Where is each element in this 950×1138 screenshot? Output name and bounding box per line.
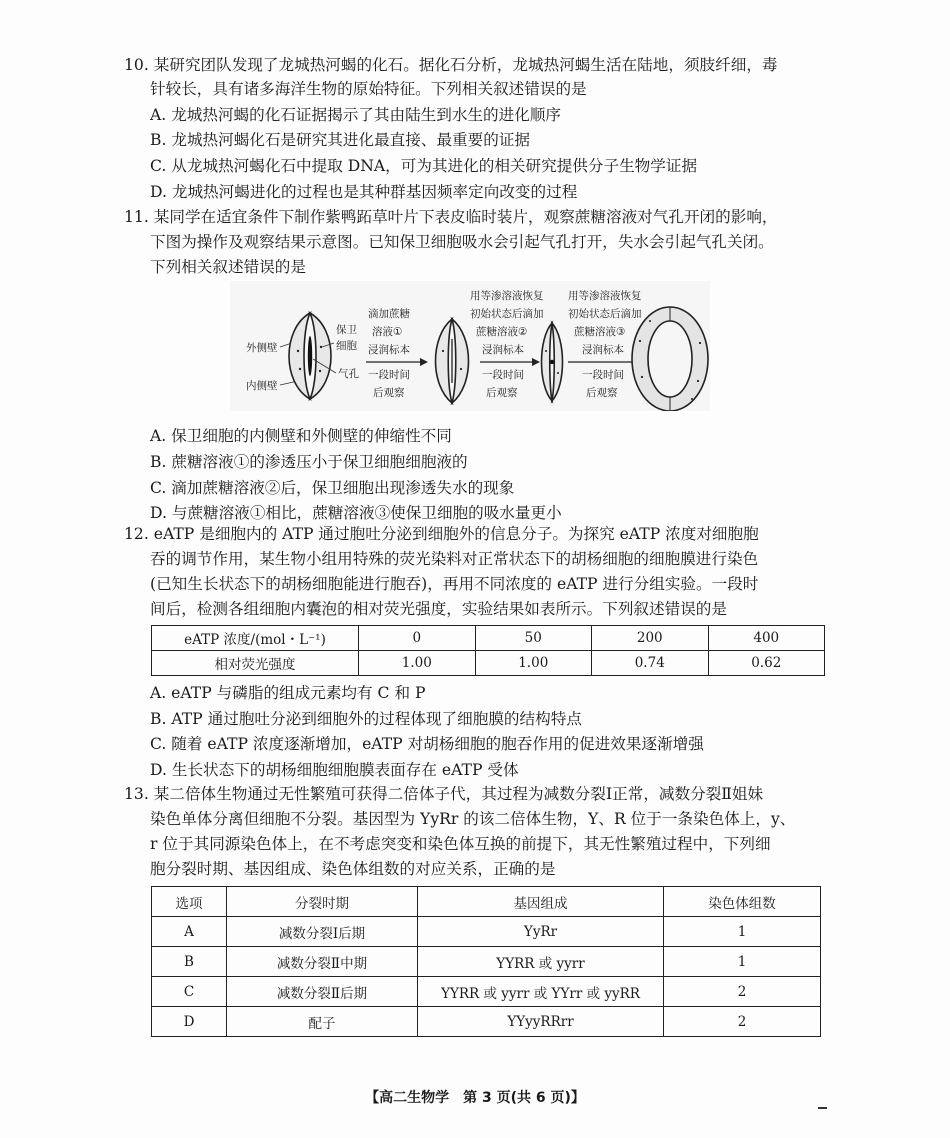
q13-row-c-option: C xyxy=(152,977,227,1007)
q10-stem-line-1: 10. 某研究团队发现了龙城热河蝎的化石。据化石分析，龙城热河蝎生活在陆地，须肢纤细，毒 xyxy=(124,56,778,74)
q12-intensity-3: 0.74 xyxy=(592,651,709,676)
q13-row-a-sets: 1 xyxy=(664,917,821,947)
q12-conc-2: 50 xyxy=(475,626,592,651)
step1-line-4: 一段时间 xyxy=(368,369,410,381)
q12-table-row-concentration xyxy=(152,626,825,651)
stomata-after-solution-3 xyxy=(632,307,708,411)
table-row xyxy=(152,917,821,947)
q12-results-table xyxy=(151,625,825,676)
q13-row-b-option: B xyxy=(152,947,227,977)
q13-row-d-genotype: YYyyRRrr xyxy=(418,1007,664,1037)
q13-row-c-genotype: YYRR 或 yyrr 或 YYrr 或 yyRR xyxy=(418,977,664,1007)
step1-line-3: 浸润标本 xyxy=(368,344,410,356)
q13-header-chromosome-sets: 染色体组数 xyxy=(664,887,821,917)
q12-option-d: D. 生长状态下的胡杨细胞细胞膜表面存在 eATP 受体 xyxy=(150,761,519,779)
step3-line-4: 浸润标本 xyxy=(582,344,624,356)
q13-stem-line-4: 胞分裂时期、基因组成、染色体组数的对应关系，正确的是 xyxy=(150,860,556,878)
q11-option-c: C. 滴加蔗糖溶液②后，保卫细胞出现渗透失水的现象 xyxy=(150,479,515,497)
table-row xyxy=(152,977,821,1007)
label-guard-cell-2: 细胞 xyxy=(336,340,357,352)
q12-option-a: A. eATP 与磷脂的组成元素均有 C 和 P xyxy=(150,684,426,702)
q12-conc-3: 200 xyxy=(592,626,709,651)
step1-line-1: 滴加蔗糖 xyxy=(368,308,410,320)
step2-line-2: 初始状态后滴加 xyxy=(470,308,544,320)
q12-option-b: B. ATP 通过胞吐分泌到细胞外的过程体现了细胞膜的结构特点 xyxy=(150,710,582,728)
step1-line-2: 溶液① xyxy=(372,326,403,338)
q13-row-b-phase: 减数分裂Ⅱ中期 xyxy=(227,947,418,977)
step2-line-4: 浸润标本 xyxy=(482,344,524,356)
q12-row2-header: 相对荧光强度 xyxy=(152,651,359,676)
q12-intensity-2: 1.00 xyxy=(475,651,592,676)
step2-line-3: 蔗糖溶液② xyxy=(476,326,528,338)
label-stoma: 气孔 xyxy=(338,368,359,380)
q13-row-d-phase: 配子 xyxy=(227,1007,418,1037)
q13-stem-line-2: 染色单体分离但细胞不分裂。基因型为 YyRr 的该二倍体生物，Y、R 位于一条染色体上，y、 xyxy=(150,810,796,828)
q11-stem-line-2: 下图为操作及观察结果示意图。已知保卫细胞吸水会引起气孔打开，失水会引起气孔关闭。 xyxy=(150,233,774,251)
q13-row-a-phase: 减数分裂Ⅰ后期 xyxy=(227,917,418,947)
step2-line-1: 用等渗溶液恢复 xyxy=(470,290,544,302)
q12-conc-1: 0 xyxy=(359,626,476,651)
q13-options-table xyxy=(151,886,821,1037)
q12-table-row-intensity xyxy=(152,651,825,676)
q13-stem-line-3: r 位于其同源染色体上，在不考虑突变和染色体互换的前提下，其无性繁殖过程中，下列细 xyxy=(150,835,771,853)
q13-row-d-sets: 2 xyxy=(664,1007,821,1037)
q13-row-b-genotype: YYRR 或 yyrr xyxy=(418,947,664,977)
step2-line-5: 一段时间 xyxy=(482,369,524,381)
label-outer-wall: 外侧壁 xyxy=(246,342,278,354)
q13-row-a-genotype: YyRr xyxy=(418,917,664,947)
label-inner-wall: 内侧壁 xyxy=(246,380,278,392)
q11-stem-line-3: 下列相关叙述错误的是 xyxy=(150,258,306,276)
q11-option-b: B. 蔗糖溶液①的渗透压小于保卫细胞细胞液的 xyxy=(150,453,468,471)
step3-line-3: 蔗糖溶液③ xyxy=(574,326,626,338)
q13-row-c-sets: 2 xyxy=(664,977,821,1007)
q13-header-option: 选项 xyxy=(152,887,227,917)
q12-intensity-4: 0.62 xyxy=(708,651,825,676)
q10-option-b: B. 龙城热河蝎化石是研究其进化最直接、最重要的证据 xyxy=(150,131,531,149)
q11-option-d: D. 与蔗糖溶液①相比，蔗糖溶液③使保卫细胞的吸水量更小 xyxy=(150,504,562,522)
q12-stem-line-3: (已知生长状态下的胡杨细胞能进行胞吞)，再用不同浓度的 eATP 进行分组实验。一段时 xyxy=(150,575,759,593)
q10-stem-line-2: 针较长，具有诸多海洋生物的原始特征。下列相关叙述错误的是 xyxy=(150,80,587,98)
q13-table-header-row xyxy=(152,887,821,917)
q11-option-a: A. 保卫细胞的内侧壁和外侧壁的伸缩性不同 xyxy=(150,427,452,445)
q12-stem-line-2: 吞的调节作用，某生物小组用特殊的荧光染料对正常状态下的胡杨细胞的细胞膜进行染色 xyxy=(150,550,759,568)
q13-row-a-option: A xyxy=(152,917,227,947)
q12-row1-header: eATP 浓度/(mol・L⁻¹) xyxy=(152,626,359,651)
step2-line-6: 后观察 xyxy=(486,387,518,399)
q10-option-c: C. 从龙城热河蝎化石中提取 DNA，可为其进化的相关研究提供分子生物学证据 xyxy=(150,157,698,175)
label-guard-cell-1: 保卫 xyxy=(336,324,357,336)
q11-stem-line-1: 11. 某同学在适宜条件下制作紫鸭跖草叶片下表皮临时装片，观察蔗糖溶液对气孔开闭的影响， xyxy=(124,208,778,226)
step3-line-2: 初始状态后滴加 xyxy=(568,308,642,320)
q13-header-phase: 分裂时期 xyxy=(227,887,418,917)
step3-line-6: 后观察 xyxy=(586,387,618,399)
q12-conc-4: 400 xyxy=(708,626,825,651)
q10-option-a: A. 龙城热河蝎的化石证据揭示了其由陆生到水生的进化顺序 xyxy=(150,106,562,124)
q13-row-c-phase: 减数分裂Ⅱ后期 xyxy=(227,977,418,1007)
q12-option-c: C. 随着 eATP 浓度逐渐增加，eATP 对胡杨细胞的胞吞作用的促进效果逐渐增强 xyxy=(150,735,704,753)
q13-header-genotype: 基因组成 xyxy=(418,887,664,917)
corner-mark xyxy=(818,1107,827,1109)
step1-line-5: 后观察 xyxy=(373,387,405,399)
q10-option-d: D. 龙城热河蝎进化的过程也是其种群基因频率定向改变的过程 xyxy=(150,183,578,201)
page-footer: 【高二生物学 第 3 页(共 6 页)】 xyxy=(365,1090,585,1106)
q12-stem-line-4: 间后，检测各组细胞内囊泡的相对荧光强度，实验结果如表所示。下列叙述错误的是 xyxy=(150,600,727,618)
q12-stem-line-1: 12. eATP 是细胞内的 ATP 通过胞吐分泌到细胞外的信息分子。为探究 eATP 浓度对细胞胞 xyxy=(124,525,759,543)
stomata-experiment-diagram xyxy=(230,281,710,411)
step3-line-1: 用等渗溶液恢复 xyxy=(568,290,642,302)
q13-row-b-sets: 1 xyxy=(664,947,821,977)
step3-line-5: 一段时间 xyxy=(582,369,624,381)
q12-intensity-1: 1.00 xyxy=(359,651,476,676)
table-row xyxy=(152,1007,821,1037)
q13-row-d-option: D xyxy=(152,1007,227,1037)
table-row xyxy=(152,947,821,977)
q13-stem-line-1: 13. 某二倍体生物通过无性繁殖可获得二倍体子代，其过程为减数分裂Ⅰ正常，减数分裂Ⅱ姐妹 xyxy=(124,785,764,803)
